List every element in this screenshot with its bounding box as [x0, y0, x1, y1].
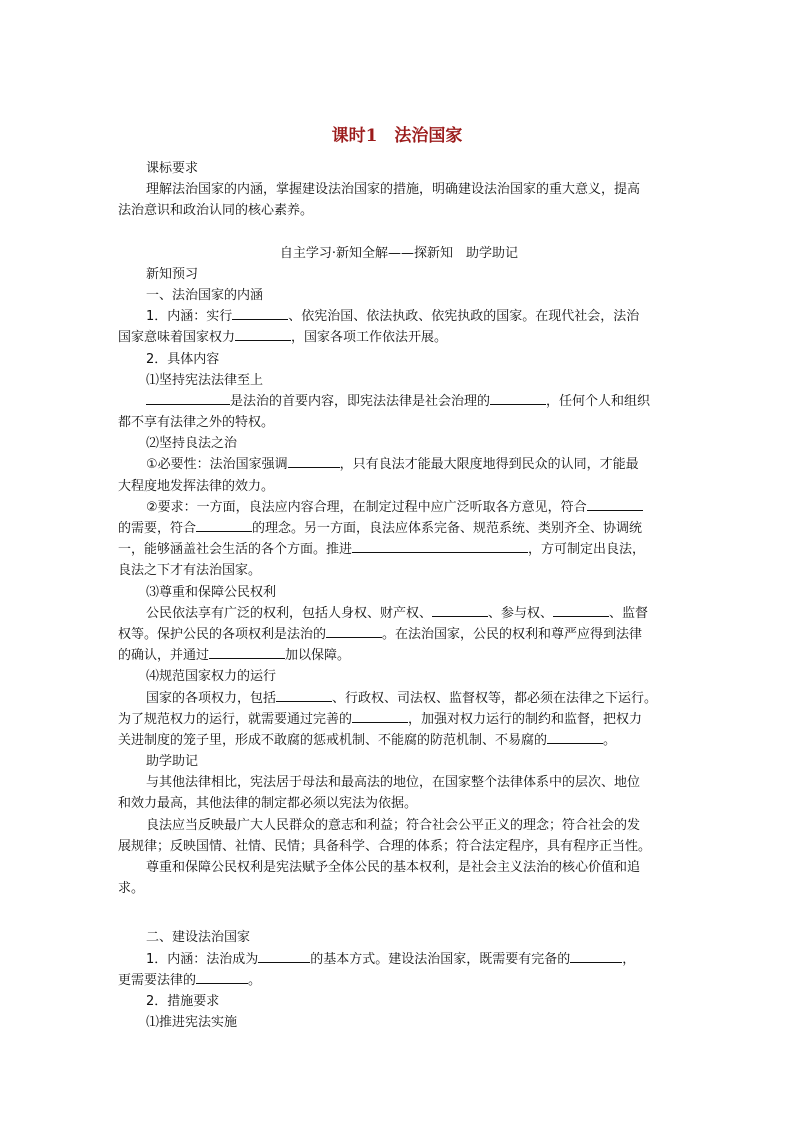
fill-blank[interactable]: [196, 970, 248, 984]
fill-blank[interactable]: [258, 949, 310, 963]
part2-heading: 二、建设法治国家: [146, 930, 251, 946]
paragraph-line: [118, 497, 680, 518]
spacer: [118, 222, 680, 243]
paragraph-line: [118, 306, 680, 327]
paragraph-line: 良法之下才有法治国家。: [118, 563, 262, 579]
text-run: 1．内涵：法治成为: [146, 951, 259, 967]
text-run: 。: [248, 972, 262, 988]
paragraph-line: 尊重和保障公民权利是宪法赋予全体公民的基本权利，是社会主义法治的核心价值和追: [146, 860, 641, 875]
fill-blank[interactable]: [587, 497, 643, 511]
fill-blank[interactable]: [209, 645, 285, 659]
paragraph-line: [118, 539, 680, 560]
memo-heading: 助学助记: [146, 754, 199, 770]
text-run: 1．内涵：实行: [146, 309, 233, 325]
fill-blank[interactable]: [235, 327, 291, 341]
text-run: 公民依法享有广泛的权利，包括人身权、财产权、: [146, 605, 433, 621]
fill-blank[interactable]: [288, 454, 340, 468]
paragraph-line: 和效力最高，其他法律的制定都必须以宪法为依据。: [118, 796, 418, 812]
paragraph-line: [118, 327, 680, 348]
fill-blank[interactable]: [146, 391, 230, 405]
subitem-heading: ⑴坚持宪法法律至上: [146, 372, 264, 388]
text-run: ①必要性：法治国家强调: [146, 457, 288, 473]
text-run: 的确认，并通过: [118, 648, 210, 664]
paragraph-line: [118, 603, 680, 624]
text-run: 国家的各项权力，包括: [146, 690, 277, 706]
paragraph-line: [118, 645, 680, 666]
text-run: 一，能够涵盖社会生活的各个方面。推进: [118, 542, 353, 558]
text-run: ，加强对权力运行的制约和监督，把权力: [408, 711, 643, 727]
text-run: 的需要，符合: [118, 521, 197, 536]
text-run: 的基本方式。建设法治国家，既需要有完备的: [310, 951, 571, 967]
text-run: ，只有良法才能最大限度地得到民众的认同，才能最: [339, 457, 639, 473]
text-run: 为了规范权力的运行，就需要通过完善的: [118, 711, 353, 727]
preview-heading: 新知预习: [146, 266, 199, 282]
text-run: 。在法治国家，公民的权利和尊严应得到法律: [382, 626, 643, 642]
paragraph-line: [118, 391, 680, 412]
section-banner: 自主学习·新知全解——探新知 助学助记: [279, 245, 519, 261]
text-run: 更需要法律的: [118, 972, 197, 988]
fill-blank[interactable]: [352, 709, 408, 723]
standard-text-line: 理解法治国家的内涵，掌握建设法治国家的措施，明确建设法治国家的重大意义，提高: [146, 182, 641, 198]
subitem-heading: ⑶尊重和保障公民权利: [146, 584, 277, 600]
fill-blank[interactable]: [490, 391, 546, 405]
text-run: ，: [622, 951, 636, 967]
paragraph-line: [118, 518, 680, 539]
paragraph-line: 与其他法律相比，宪法居于母法和最高法的地位，在国家整个法律体系中的层次、地位: [146, 775, 641, 791]
text-run: 、行政权、司法权、监督权等，都必须在法律之下运行。: [332, 690, 658, 706]
fill-blank[interactable]: [432, 603, 488, 617]
paragraph-line: [118, 949, 680, 970]
document-body: [118, 158, 680, 1033]
paragraph-line: [118, 730, 680, 751]
fill-blank[interactable]: [570, 949, 622, 963]
subitem-heading: ⑷规范国家权力的运行: [146, 669, 277, 685]
fill-blank[interactable]: [232, 306, 288, 320]
item-heading: 2．措施要求: [146, 993, 220, 1009]
text-run: 是法治的首要内容，即宪法法律是社会治理的: [230, 393, 491, 409]
text-run: 。: [603, 732, 617, 748]
paragraph-line: [118, 688, 680, 709]
text-run: 权等。保护公民的各项权利是法治的: [118, 626, 327, 642]
text-run: ，任何个人和组织: [546, 393, 651, 409]
standard-heading: 课标要求: [146, 161, 199, 176]
fill-blank[interactable]: [547, 730, 603, 744]
part1-heading: 一、法治国家的内涵: [146, 287, 264, 303]
item-heading: 2．具体内容: [146, 351, 220, 367]
paragraph-line: 展规律；反映国情、社情、民情；具备科学、合理的体系；符合法定程序，具有程序正当性。: [118, 838, 652, 854]
text-run: ②要求：一方面，良法应内容合理，在制定过程中应广泛听取各方意见，符合: [146, 499, 587, 515]
fill-blank[interactable]: [352, 539, 528, 553]
paragraph-line: [118, 709, 680, 730]
paragraph-line: 大程度地发挥法律的效力。: [118, 478, 275, 494]
fill-blank[interactable]: [326, 624, 382, 638]
fill-blank[interactable]: [276, 688, 332, 702]
text-run: 、参与权、: [488, 605, 554, 621]
standard-text-line: 法治意识和政治认同的核心素养。: [118, 203, 314, 219]
paragraph-line: [118, 454, 680, 475]
subitem-heading: ⑵坚持良法之治: [146, 436, 238, 452]
text-run: ，方可制定出良法，: [528, 542, 646, 558]
page-title: 课时1 法治国家: [331, 126, 463, 146]
text-run: 关进制度的笼子里，形成不敢腐的惩戒机制、不能腐的防范机制、不易腐的: [118, 732, 548, 748]
paragraph-line: 良法应当反映最广大人民群众的意志和利益；符合社会公平正义的理念；符合社会的发: [146, 817, 641, 833]
subitem-heading: ⑴推进宪法实施: [146, 1015, 238, 1031]
text-run: ，国家各项工作依法开展。: [291, 330, 448, 346]
text-run: 加以保障。: [285, 648, 351, 664]
paragraph-line: [118, 970, 680, 991]
paragraph-line: [118, 624, 680, 645]
text-run: 国家意味着国家权力: [118, 330, 236, 346]
fill-blank[interactable]: [196, 518, 252, 532]
text-run: 、监督: [609, 605, 649, 621]
spacer: [118, 899, 680, 927]
text-run: 、依宪治国、依法执政、依宪执政的国家。在现代社会，法治: [288, 309, 640, 325]
text-run: 的理念。另一方面，良法应体系完备、规范系统、类别齐全、协调统: [252, 521, 643, 536]
paragraph-line: 求。: [118, 881, 145, 897]
paragraph-line: 都不享有法律之外的特权。: [118, 415, 275, 431]
fill-blank[interactable]: [553, 603, 609, 617]
